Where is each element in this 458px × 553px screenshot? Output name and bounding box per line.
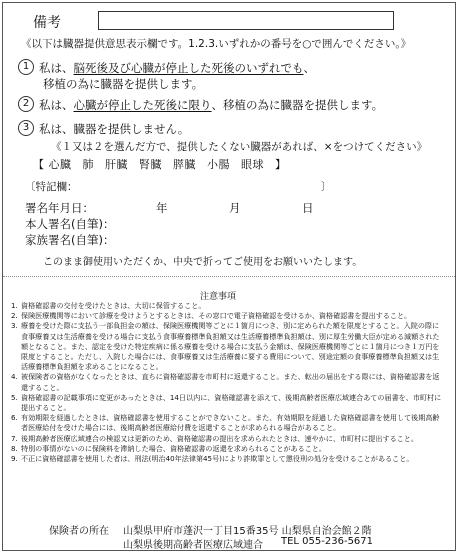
note-item: 3. 療養を受けた際に支払う一部負担金の額は、保険医療機関等ごとに１箇月につき、別に定められた額を限度とすること。入院の際に食事療養又は生活療養を受ける場合に支払う食事療養標準負担額又は生活療養標準負担額は、別に厚生労働大臣が定める減額された額となること。また、認定を受けた特定疾病に係る療養を受ける場合に支払う金額は、保険医療機関等ごとに１箇月につき１万円を限度とすること。ただし、入院した場合には、食事療養又は生活療養に要する費用について、別途定額の食事療養標準負担額又は生活療養標準負担額を求めることになること。 bbox=[11, 321, 440, 372]
organ-kidney[interactable]: 腎臓 bbox=[139, 158, 162, 171]
donation-instruction: 《以下は臓器提供意思表示欄です。1.2.3.いずれかの番号を○で囲んでください。》 bbox=[21, 38, 412, 50]
organ-instruction: 《１又は２を選んだ方で、提供したくない臓器があれば、×をつけてください》 bbox=[51, 141, 428, 153]
signature-month: 月 bbox=[229, 201, 241, 215]
special-notes-label: 〔特記欄： bbox=[25, 181, 78, 193]
notes-title: 注意事項 bbox=[200, 292, 237, 302]
card-back bbox=[2, 2, 456, 551]
option-3-number[interactable]: 3 bbox=[18, 120, 34, 136]
insurer-address: 山梨県甲府市蓬沢一丁目15番35号 山梨県自治会館２階 bbox=[123, 526, 372, 537]
self-signature-label: 本人署名(自筆)： bbox=[25, 217, 115, 231]
organ-heart[interactable]: 心臓 bbox=[48, 158, 72, 171]
option-2-number[interactable]: 2 bbox=[18, 96, 34, 112]
family-signature-label: 家族署名(自筆)： bbox=[25, 233, 115, 247]
option-3-line1: 私は、臓器を提供しません。 bbox=[39, 122, 190, 136]
note-item: 2. 保険医療機関等において診療を受けようとするときは、その窓口で電子資格確認を受けるか、資格確認書を提出すること。 bbox=[11, 311, 412, 321]
option-1-number[interactable]: 1 bbox=[18, 59, 34, 75]
note-item: 1. 資格確認書の交付を受けたときは、大切に保管すること。 bbox=[11, 301, 206, 310]
special-notes-close: 〕 bbox=[321, 181, 332, 193]
option-2-line1: 私は、心臓が停止した死後に限り、移植の為に臓器を提供します。 bbox=[39, 98, 384, 112]
signature-day: 日 bbox=[302, 201, 314, 215]
insurer-label: 保険者の所在 bbox=[49, 526, 109, 537]
organ-list bbox=[33, 156, 287, 172]
option-1-line1: 私は、脳死後及び心臓が停止した死後のいずれでも、 bbox=[39, 61, 315, 75]
remarks-label: 備考 bbox=[33, 15, 61, 31]
insurer-tel: TEL 055-236-5671 bbox=[281, 536, 374, 547]
organ-close-bracket: 】 bbox=[275, 158, 287, 171]
option-1-line2: 移植の為に臓器を提供します。 bbox=[43, 77, 204, 91]
signature-date-label: 署名年月日： bbox=[25, 201, 94, 215]
notes-list bbox=[11, 301, 445, 464]
remarks-field[interactable] bbox=[98, 11, 394, 30]
note-item: 5. 資格確認書の記載事項に変更があったときは、14日以内に、資格確認書を添えて、後期高齢者医療広域連合あての届書を、市町村に提出すること。 bbox=[11, 392, 442, 413]
note-item: 8. 特別の事情がないのに保険料を滞納した場合、資格確認書の返還を求められることがあること。 bbox=[11, 443, 327, 453]
signature-year: 年 bbox=[156, 201, 168, 215]
organ-small-intestine[interactable]: 小腸 bbox=[207, 158, 230, 171]
fold-note: このまま御使用いただくか、中央で折ってご使用をお願いいたします。 bbox=[43, 257, 363, 268]
organ-liver[interactable]: 肝臓 bbox=[105, 158, 128, 171]
organ-pancreas[interactable]: 膵臓 bbox=[173, 158, 196, 171]
organ-lung[interactable]: 肺 bbox=[82, 158, 94, 171]
section-divider bbox=[3, 276, 455, 277]
note-item: 7. 後期高齢者医療広域連合の検認又は更新のため、資格確認書の提出を求められたときは、速やかに、市町村に提出すること。 bbox=[11, 433, 418, 443]
note-item: 6. 有効期限を経過したときは、資格確認書を使用することができないこと。また、有効期限を経過した資格確認書を使用して後期高齢者医療給付を受けた場合には、後期高齢者医療給付費を返還することが求められる場合があること。 bbox=[11, 413, 440, 433]
insurer-name: 山梨県後期高齢者医療広域連合 bbox=[123, 540, 263, 551]
note-item: 4. 被保険者の資格がなくなったときは、直ちに資格確認書を市町村に返還すること。また、転出の届出をする際には、資格確認書を返還すること。 bbox=[11, 372, 440, 392]
organ-open-bracket: 【 bbox=[33, 158, 45, 171]
note-item: 9. 不正に資格確認書を使用した者は、刑法(明治40年法律第45号)により詐欺罪として懲役刑の処分を受けることがあること。 bbox=[11, 454, 414, 464]
organ-eyeball[interactable]: 眼球 bbox=[241, 158, 264, 171]
